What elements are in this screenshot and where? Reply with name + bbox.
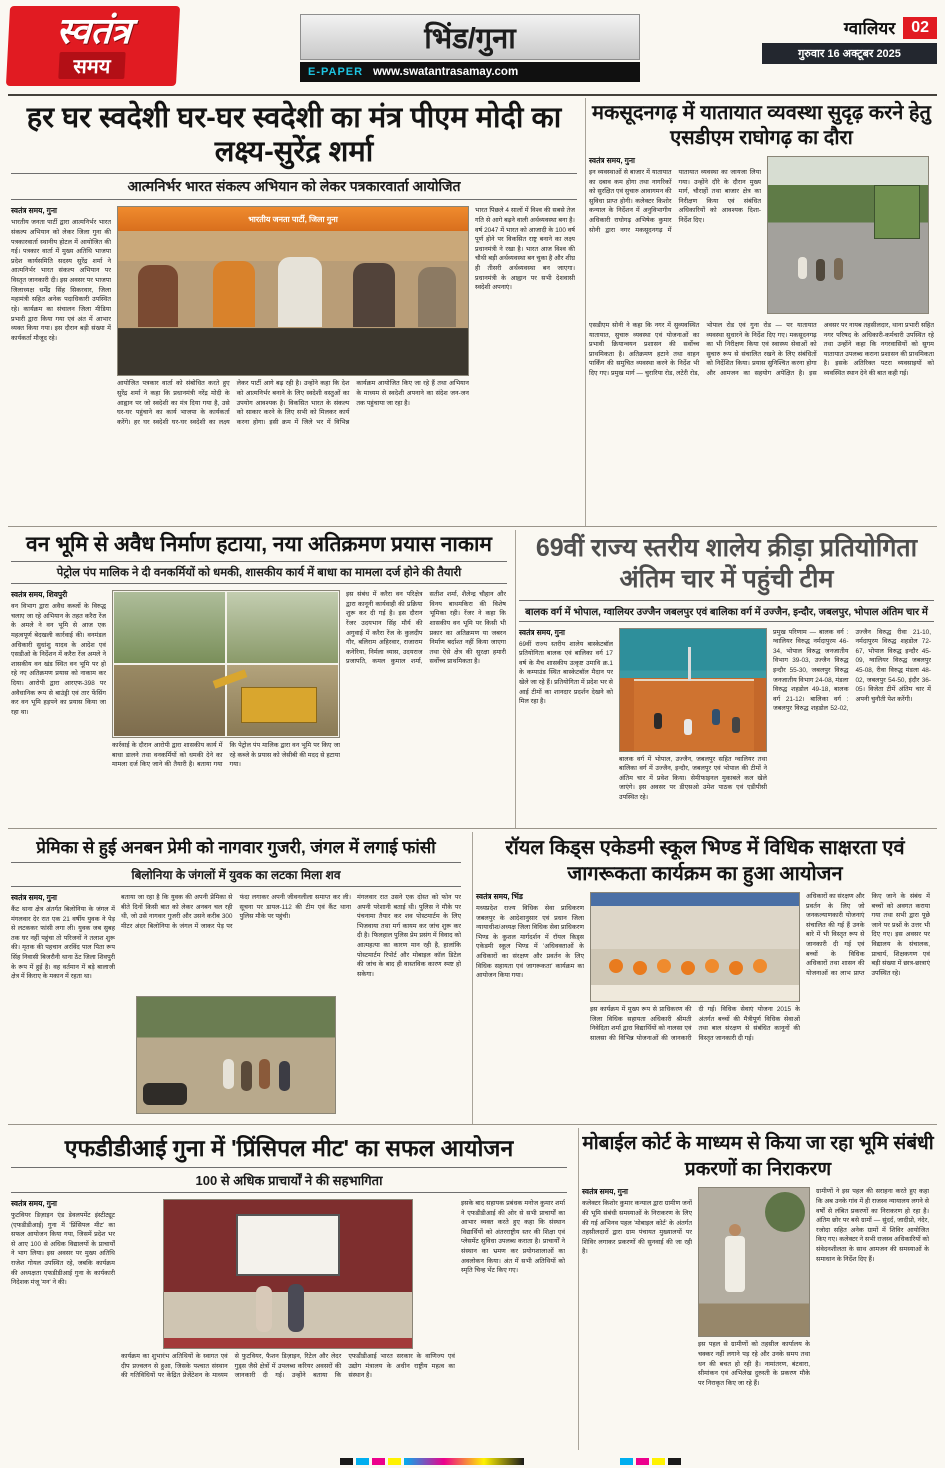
body-text: इन व्यवस्थाओं से बाजार में यातायात का दबाव कम होगा तथा नागरिकों को सुरक्षित एवं सुचारु आवागमन की सुविधा प्राप्त होगी। कलेक्टर किशोर कन्याल के निर्देशन में अनुविभागीय अधिकारी राघोगढ़ अभिषेक कुमार सोनी द्वारा नगर मकसूदनगढ़ में यातायात व्यवस्था का जायजा लिया गया। उन्होंने दौरे के दौरान मुख्य मार्ग, चौराहों तथा बाजार क्षेत्र का निरीक्षण किया एवं संबंधित अधिकारियों को आवश्यक दिशा-निर्देश दिए। — [589, 169, 761, 234]
collage-cell — [226, 591, 339, 664]
person-figure — [834, 258, 843, 280]
body-text: एसडीएम सोनी ने कहा कि नगर में सुव्यवस्थित यातायात, सुचारु व्यवस्था एवं योजनाओं का प्रभावी क्रियान्वयन प्रशासन की सर्वोच्च प्राथमिकता है। अतिक्रमण हटाने तथा वाहन पार्किंग की समुचित व्यवस्था करने के निर्देश भी दिए गए। प्रमुख मार्ग — चुरारिया रोड, लटेरी रोड, भोपाल रोड एवं गुना रोड — पर यातायात व्यवस्था सुधारने के निर्देश दिए गए। मकसूदनगढ़ का भी निरीक्षण किया एवं स्वास्थ्य सेवाओं को सुचारु रूप से संचालित रखने के लिए संबंधितों को निर्देशित किया। प्रयास सुनिश्चित करना होगा और आमजन का सहयोग अपेक्षित है। इस अवसर पर नायब तहसीलदार, थाना प्रभारी सहित नगर परिषद के अधिकारी-कर्मचारी उपस्थित रहे तथा उन्होंने कहा कि नगरवासियों को सुगम यातायात उपलब्ध कराना प्रशासन की प्राथमिकता है। इसके अतिरिक्त पटरा व्यवसाइयों को व्यवस्थित स्थान देने की बात कही गई। — [589, 322, 934, 378]
masthead-right — [762, 16, 937, 64]
print-mark-yellow — [388, 1458, 401, 1465]
body-text: 69वीं राज्य स्तरीय शालेय बास्केटबॉल प्रतियोगिता बालक एवं बालिका वर्ग 17 वर्ष के मैच शासकीय उत्कृष्ट उमावि क्र.1 के कम्पाउंड स्थित बास्केटबॉल मैदान पर खेले जा रहे हैं। प्रतियोगिता में प्रदेश भर से आई टीमों का शानदार प्रदर्शन देखने को मिल रहा है। — [519, 640, 613, 706]
body-column-center — [590, 892, 800, 1116]
person-figure — [353, 263, 395, 327]
body-column-center — [112, 590, 340, 824]
article-principal-meet — [8, 1128, 570, 1450]
person-figure — [138, 265, 178, 327]
person-figure — [213, 261, 255, 327]
headline: एफडीडीआई गुना में 'प्रिंसिपल मीट' का सफल आयोजन — [64, 1135, 514, 1161]
body-text: भारतीय जनता पार्टी द्वारा आत्मनिर्भर भारत संकल्प अभियान को लेकर जिला गुना की पत्रकारवार्ता स्थानीय होटल में आयोजित की गई। पत्रकार वार्ता में मुख्य अतिथि भाजपा प्रदेश कार्यसमिति सदस्य सुरेंद्र शर्मा ने आत्मनिर्भर भारत संकल्प अभियान पर विस्तृत जानकारी दी। इस अवसर पर भाजपा जिलाध्यक्ष धर्मेंद्र सिंह सिकरवार, जिला महामंत्री सहित अनेक पदाधिकारी उपस्थित रहे। कार्यक्रम का संचालन जिला मीडिया प्रभारी द्वारा किया गया एवं अंत में आभार व्यक्त किया गया। इस दौरान बड़ी संख्या में कार्यकर्ता मौजूद रहे। — [11, 219, 111, 342]
person-figure — [223, 1059, 234, 1089]
body-column-center — [121, 893, 351, 1119]
player-figure — [654, 713, 662, 729]
person-figure — [279, 1061, 290, 1091]
print-color-strip — [404, 1458, 524, 1465]
masthead — [8, 6, 937, 90]
motorbike-shape — [143, 1083, 187, 1105]
hoop-pole-shape — [688, 647, 691, 681]
carpet-shape — [164, 1338, 412, 1348]
body-text: आयोजित पत्रकार वार्ता को संबोधित करते हुए सुरेंद्र शर्मा ने कहा कि प्रधानमंत्री नरेंद्र मोदी के आह्वान पर जो स्वदेशी का मंत्र दिया गया है, उसे घर-घर पहुंचाने का कार्य भाजपा के कार्यकर्ता करेंगे। हर घर स्वदेशी घर-घर स्वदेशी का लक्ष्य लेकर पार्टी आगे बढ़ रही है। उन्होंने कहा कि देश को आत्मनिर्भर बनाने के लिए स्वदेशी वस्तुओं का उपयोग आवश्यक है। विकसित भारत के संकल्प को साकार करने के लिए सभी को मिलकर कार्य करना होगा। इसी क्रम में जिले भर में विभिन्न कार्यक्रम आयोजित किए जा रहे हैं तथा अभियान के माध्यम से स्वदेशी अपनाने का संदेश जन-जन तक पहुंचाया जा रहा है। — [117, 380, 469, 426]
headline: हर घर स्वदेशी घर-घर स्वदेशी का मंत्र पीएम मोदी का लक्ष्य-सुरेंद्र शर्मा — [26, 102, 562, 169]
player-figure — [712, 709, 720, 725]
body-column-left — [11, 1199, 115, 1447]
article-mobile-court — [578, 1128, 937, 1450]
person-figure — [278, 257, 322, 327]
subhead: बालक वर्ग में भोपाल, ग्वालियर उज्जैन जबलपुर एवं बालिका वर्ग में उज्जैन, इन्दौर, जबलपुर, भोपाल अंतिम चार में — [519, 600, 934, 622]
body-column-left — [589, 156, 761, 317]
article-sports — [515, 530, 937, 828]
print-mark-magenta — [636, 1458, 649, 1465]
headline: मोबाईल कोर्ट के माध्यम से किया जा रहा भूमि संबंधी प्रकरणों का निराकरण — [582, 1133, 934, 1180]
headline: प्रेमिका से हुई अनबन प्रेमी को नागवार गुजरी, जंगल में लगाई फांसी — [36, 838, 436, 857]
subhead: बिलोनिया के जंगलों में युवक का लटका मिला शव — [11, 862, 461, 887]
article-traffic — [585, 98, 937, 526]
person-figure — [418, 267, 456, 327]
byline: स्वतंत्र समय, गुना — [11, 206, 57, 216]
body-text: इस पहल से ग्रामीणों को तहसील कार्यालय के चक्कर नहीं लगाने पड़ रहे और उनके समय तथा धन की बचत हो रही है। नामांतरण, बंटवारा, सीमांकन एवं अभिलेख दुरुस्ती के प्रकरण मौके पर निराकृत किए जा रहे हैं। — [698, 1341, 810, 1387]
person-figure — [288, 1284, 304, 1332]
student-figure — [609, 959, 623, 973]
school-program-photo — [590, 892, 800, 1002]
student-figure — [753, 959, 767, 973]
body-text: मंगलवार रात उसने एक दोस्त को फोन पर अपनी परेशानी बताई थी। पुलिस ने मौके पर पंचनामा तैयार कर शव पोस्टमार्टम के लिए भिजवाया तथा मर्ग कायम कर जांच शुरू कर दी है। फिलहाल पुलिस प्रेम प्रसंग में विवाद को आत्महत्या का कारण मान रही है, हालांकि पोस्टमार्टम रिपोर्ट और मोबाइल कॉल डिटेल की जांच के बाद ही वास्तविक कारण स्पष्ट हो सकेगा। — [357, 894, 461, 978]
student-figure — [633, 961, 647, 975]
body-text: इस कार्यक्रम में मुख्य रूप से प्राधिकरण की जिला विधिक सहायता अधिकारी श्रीमती निवेदिता शर्मा द्वारा विद्यार्थियों को नालसा एवं सालसा की विभिन्न योजनाओं की जानकारी दी गई। विधिक सेवाएं योजना 2015 के अंतर्गत बच्चों की मैत्रीपूर्ण विधिक सेवाओं तथा बाल संरक्षण से संबंधित कानूनों की विस्तृत जानकारी दी गई। — [590, 1006, 800, 1042]
headline: वन भूमि से अवैध निर्माण हटाया, नया अतिक्रमण प्रयास नाकाम — [26, 533, 492, 556]
page-number: 02 — [903, 17, 937, 39]
logo-title: स्वतंत्र — [55, 10, 133, 51]
print-mark-yellow — [652, 1458, 665, 1465]
subhead: 100 से अधिक प्राचार्यों ने की सहभागिता — [11, 1167, 567, 1193]
body-column-right — [475, 206, 575, 525]
body-text: बताया जा रहा है कि युवक की अपनी प्रेमिका से बीते दिनों किसी बात को लेकर अनबन चल रही थी, जो उसे नागवार गुजरी और उसने करीब 300 मीटर अंदर बिलोनिया के जंगल में जाकर पेड़ पर फंदा लगाकर अपनी जीवनलीला समाप्त कर ली। सूचना पर डायल-112 की टीम एवं कैंट थाना पुलिस मौके पर पहुंची। — [121, 894, 351, 930]
headline: 69वीं राज्य स्तरीय शालेय क्रीड़ा प्रतियोगिता अंतिम चार में पहुंची टीम — [535, 534, 918, 594]
edition-city: ग्वालियर — [843, 19, 896, 38]
masthead-center — [300, 14, 640, 82]
epaper-bar — [300, 62, 640, 82]
body-text: इसके बाद सहायक प्रबंधक मनोज कुमार शर्मा ने एफडीडीआई की ओर से सभी प्राचार्यों का आभार व्यक्त करते हुए कहा कि संस्थान विद्यार्थियों को अंतरराष्ट्रीय स्तर की शिक्षा एवं प्लेसमेंट सुविधा उपलब्ध कराता है। प्राचार्यों ने संस्थान का भ्रमण कर प्रयोगशालाओं का अवलोकन किया। अंत में सभी अतिथियों को स्मृति चिन्ह भेंट किए गए। — [461, 1200, 565, 1275]
byline: स्वतंत्र समय, शिवपुरी — [11, 590, 68, 600]
subhead: आत्मनिर्भर भारत संकल्प अभियान को लेकर पत्रकारवार्ता आयोजित — [11, 173, 577, 200]
person-figure — [259, 1059, 270, 1089]
body-column-right — [816, 1187, 929, 1441]
body-column-center — [117, 206, 469, 525]
header-divider — [8, 94, 937, 96]
jcb-machine-shape — [241, 687, 317, 723]
basketball-court-photo — [619, 628, 767, 752]
article-swadeshi — [8, 98, 580, 526]
byline: स्वतंत्र समय, गुना — [582, 1187, 628, 1197]
student-figure — [705, 959, 719, 973]
byline: स्वतंत्र समय, गुना — [519, 627, 565, 637]
demolition-collage-photo — [112, 590, 340, 738]
print-mark-magenta — [372, 1458, 385, 1465]
player-figure — [732, 717, 740, 733]
epaper-label: E-PAPER — [308, 66, 364, 78]
body-text: प्रमुख परिणाम — बालक वर्ग : ग्वालियर विरुद्ध नर्मदापुरम 46-34, भोपाल विरुद्ध जनजातीय विभाग 39-03, उज्जैन विरुद्ध इन्दौर 55-30, जबलपुर विरुद्ध जनजातीय विभाग 24-08, मंडला विरुद्ध शहडोल 49-18, बालक वर्ग 21-12। बालिका वर्ग : जबलपुर विरुद्ध शहडोल 52-02, उज्जैन विरुद्ध रीवा 21-10, नर्मदापुरम विरुद्ध शहडोल 72-67, भोपाल विरुद्ध इन्दौर 45-09, ग्वालियर विरुद्ध जबलपुर 45-08, रीवा विरुद्ध मंडला 48-02, जबलपुर 54-50, इंदौर 36-05। विजेता टीमें अंतिम चार में अपनी चुनौती पेश करेंगी। — [773, 628, 931, 713]
article-legal-awareness — [472, 832, 937, 1124]
subhead: पेट्रोल पंप मालिक ने दी वनकर्मियों को धमकी, शासकीय कार्य में बाधा का मामला दर्ज होने की तैयारी — [11, 561, 507, 584]
player-figure — [684, 719, 692, 735]
person-figure — [816, 259, 825, 281]
body-text: अधिकारों का संरक्षण और प्रवर्तन के लिए जो जनकल्याणकारी योजनाएं संचालित की गई हैं उनके बारे में भी विस्तृत रूप से जानकारी दी गई एवं बच्चों के विधिक अधिकारों तथा शासन की योजनाओं का लाभ प्राप्त किए जाने के संबंध में बच्चों को अवगत कराया गया तथा सभी द्वारा पूछे जाने पर प्रश्नों के उत्तर भी दिए गए। इस अवसर पर विद्यालय के संचालक, प्राचार्य, शिक्षकगण एवं बड़ी संख्या में छात्र-छात्राएं उपस्थित रहे। — [806, 893, 930, 977]
print-mark-black — [340, 1458, 353, 1465]
desk-shape — [591, 985, 799, 1001]
section-title: भिंड/गुना — [300, 14, 640, 60]
body-column-left — [11, 893, 115, 1119]
row-divider — [8, 1124, 937, 1125]
body-text: मध्यप्रदेश राज्य विधिक सेवा प्राधिकरण जबलपुर के आदेशानुसार एवं प्रधान जिला न्यायाधीश/अध्यक्ष जिला विधिक सेवा प्राधिकरण भिण्ड के कुशल मार्गदर्शन में रॉयल किड्स एकेडमी स्कूल भिण्ड में 'अधिवक्ताओं के अधिकारों का संरक्षण और प्रवर्तन के लिए विधिक सहायता एवं जागरूकता' कार्यक्रम का आयोजन किया गया। — [476, 905, 584, 980]
person-figure — [256, 1286, 272, 1332]
person-figure — [241, 1061, 252, 1091]
body-text: कार्रवाई के दौरान आरोपी द्वारा शासकीय कार्य में बाधा डालने तथा वनकर्मियों को धमकी देने का मामला दर्ज किए जाने की तैयारी है। बताया गया कि पेट्रोल पंप मालिक द्वारा वन भूमि पर किए जा रहे कब्जे के प्रयास को जेसीबी की मदद से हटाया गया। — [112, 742, 340, 769]
crowd-scene-photo — [136, 996, 336, 1114]
court-shape — [634, 679, 754, 751]
student-figure — [657, 959, 671, 973]
body-column-right — [461, 1199, 565, 1447]
principal-meet-photo — [163, 1199, 413, 1349]
traffic-inspection-photo — [767, 156, 929, 314]
headline: रॉयल किड्स एकेडमी स्कूल भिण्ड में विधिक साक्षरता एवं जागरूकता कार्यक्रम का हुआ आयोजन — [505, 837, 905, 885]
body-column-right — [346, 590, 506, 824]
person-figure — [725, 1236, 745, 1292]
body-column-left — [519, 628, 613, 826]
logo-subtitle: समय — [59, 52, 126, 79]
mobile-court-photo — [698, 1187, 810, 1337]
byline: स्वतंत्र समय, गुना — [11, 1199, 57, 1208]
body-text: बालक वर्ग में भोपाल, उज्जैन, जबलपुर सहित ग्वालियर तथा बालिका वर्ग में उज्जैन, इन्दौर, जबलपुर एवं भोपाल की टीमों ने अंतिम चार में प्रवेश किया। सेमीफाइनल मुकाबले कल खेले जाएंगे। इस अवसर पर डीएसओ उमेश पाठक एवं एडीपीसी उपस्थित रहे। — [619, 755, 767, 801]
collage-cell — [113, 664, 226, 737]
person-head-shape — [729, 1224, 741, 1236]
body-text: इस संबंध में करैरा वन परिक्षेत्र द्वारा कानूनी कार्यवाही की प्रक्रिया शुरू कर दी गई है। इस दौरान रेंजर उदयभान सिंह मौर्य की अगुवाई में करैरा रेंज के कुलदीप गौर, बलिराम अहिरवार, राजाराम कनेरिया, निर्मला व्यास, उदयराज प्रजापति, कमल कुमाल शर्मा, सतीश शर्मा, शैलेन्द्र चौहान और विनय बाथमकिरा की विशेष भूमिका रही। रेंजर ने कहा कि शासकीय वन भूमि पर किसी भी प्रकार का अतिक्रमण या जबरन निर्माण बर्दाश्त नहीं किया जाएगा तथा ऐसे क्षेत्र की सुरक्षा हमारी सर्वोच्च प्राथमिकता है। — [346, 591, 506, 666]
body-text: कलेक्टर किशोर कुमार कन्याल द्वारा ग्रामीण जनों की भूमि संबंधी समस्याओं के निराकरण के लिए की गई अभिनव पहल 'मोबाइल कोर्ट' के अंतर्गत तहसीलदारों द्वारा ग्राम पंचायत मुख्यालयों पर शिविर लगाकर प्रकरणों की सुनवाई की जा रही है। — [582, 1200, 692, 1256]
byline: स्वतंत्र समय, गुना — [11, 893, 57, 902]
tree-shape — [765, 1192, 805, 1232]
article-forest — [8, 530, 510, 828]
print-color-marks — [620, 1458, 681, 1465]
projector-screen-shape — [236, 1214, 340, 1276]
body-text: ग्रामीणों ने इस पहल की सराहना करते हुए कहा कि अब उनके गांव में ही राजस्व न्यायालय लगने से वर्षों से लंबित प्रकरणों का निराकरण हो रहा है। अंतिम छोर पर बसे ग्रामों — सुंदर्द, जादीप्रो, नंदेर, रजोदा सहित अनेक ग्रामों में शिविर आयोजित किए गए। कलेक्टर ने सभी राजस्व अधिकारियों को संवेदनशीलता के साथ आमजन की समस्याओं के समाधान के निर्देश दिए हैं। — [816, 1188, 929, 1263]
table-shape — [118, 329, 468, 375]
print-mark-cyan — [620, 1458, 633, 1465]
print-mark-cyan — [356, 1458, 369, 1465]
party-banner-text: भारतीय जनता पार्टी, जिला गुना — [118, 207, 468, 231]
website-url: www.swatantrasamay.com — [373, 66, 519, 78]
body-text: कार्यक्रम का शुभारंभ अतिथियों के स्वागत एवं दीप प्रज्वलन से हुआ, जिसके पश्चात संस्थान की गतिविधियों पर केंद्रित प्रेजेंटेशन के माध्यम से फुटवियर, फैशन डिज़ाइन, रिटेल और लेदर गुड्स जैसे क्षेत्रों में उपलब्ध करियर अवसरों की जानकारी दी गई। उन्होंने बताया कि एफडीडीआई भारत सरकार के वाणिज्य एवं उद्योग मंत्रालय के अधीन राष्ट्रीय महत्व का संस्थान है। — [121, 1353, 455, 1380]
body-column-center — [698, 1187, 810, 1441]
row-divider — [8, 828, 937, 829]
truck-shape — [874, 185, 920, 239]
collage-cell — [113, 591, 226, 664]
row-divider — [8, 526, 937, 527]
person-figure — [798, 257, 807, 279]
article-suicide — [8, 832, 464, 1124]
student-figure — [729, 961, 743, 975]
student-figure — [681, 961, 695, 975]
body-column-right — [806, 892, 930, 1116]
body-column-left — [11, 590, 106, 824]
body-column-left — [582, 1187, 692, 1441]
newspaper-logo — [6, 6, 180, 86]
byline: स्वतंत्र समय, भिंड — [476, 892, 523, 901]
body-text: वन विभाग द्वारा अवैध कब्जों के विरुद्ध चलाए जा रहे अभियान के तहत करैरा रेंज के अमले ने वन भूमि से आज एक महत्वपूर्ण बेदखली कार्रवाई की। वनमंडल अधिकारी सुधांशु यादव के आदेश एवं एसडीओ के निर्देशन में करैरा रेंज अमले ने शासकीय वन खंड स्थित वन भूमि पर हो रहे नए अतिक्रमण प्रयास को नाकाम कर दिया। आरोपी द्वारा आरएफ-398 पर अवैधानिक रूप से बाउंड्री एवं तार फेंसिंग कर वन भूमि हड़पने का प्रयास किया जा रहा था। — [11, 603, 106, 716]
body-column-left — [476, 892, 584, 1116]
date-bar: गुरुवार 16 अक्टूबर 2025 — [762, 43, 937, 64]
headline: मकसूदनगढ़ में यातायात व्यवस्था सुदृढ़ करने हेतु एसडीएम राघोगढ़ का दौरा — [592, 102, 931, 149]
press-conference-photo — [117, 206, 469, 376]
body-column-right — [357, 893, 461, 1119]
body-column-center — [619, 628, 767, 826]
print-color-marks — [340, 1458, 524, 1465]
body-text: फुटवियर डिज़ाइन एंड डेवलपमेंट इंस्टीट्यूट (एफडीडीआई) गुना में 'प्रिंसिपल मीट' का सफल आयोजन किया गया, जिसमें प्रदेश भर से आए 100 से अधिक विद्यालयों के प्राचार्यों ने भाग लिया। इस अवसर पर मुख्य अतिथि राजेश गोयल उपस्थित रहे, जबकि कार्यक्रम की अध्यक्षता एफडीडीआई गुना के कार्यकारी निदेशक मंजू 'मन' ने की। — [11, 1212, 115, 1287]
byline: स्वतंत्र समय, गुना — [589, 156, 635, 165]
body-column-right — [773, 628, 931, 826]
body-column-center — [121, 1199, 455, 1447]
body-text: कैंट थाना क्षेत्र अंतर्गत बिलोनिया के जंगल में मंगलवार देर रात एक 21 वर्षीय युवक ने पेड़ से लटककर फांसी लगा ली। युवक जब सुबह तक घर नहीं पहुंचा तो परिजनों ने तलाश शुरू की। मृतक की पहचान अरविंद पाल पिता रूप सिंह निवासी बिजरौनी थाना ठेंट जिला शिवपुरी के रूप में हुई है। वह वर्तमान में बड़े बालाजी क्षेत्र में किराए के मकान में रहता था। — [11, 906, 115, 981]
print-mark-black — [668, 1458, 681, 1465]
body-column-left — [11, 206, 111, 525]
body-text: भारत पिछले 4 सालों में विश्व की सबसे तेज गति से आगे बढ़ने वाली अर्थव्यवस्था बना है। वर्ष 2047 में भारत को आजादी के 100 वर्ष पूर्ण होने पर विकसित राष्ट्र बनाने का लक्ष्य प्रधानमंत्री ने रखा है। भारत आज विश्व की चौथी बड़ी अर्थव्यवस्था बन चुका है और शीघ्र ही तीसरी अर्थव्यवस्था बन जाएगा। प्रधानमंत्री के आह्वान पर सभी देशवासी स्वदेशी अपनाएं। — [475, 207, 575, 292]
